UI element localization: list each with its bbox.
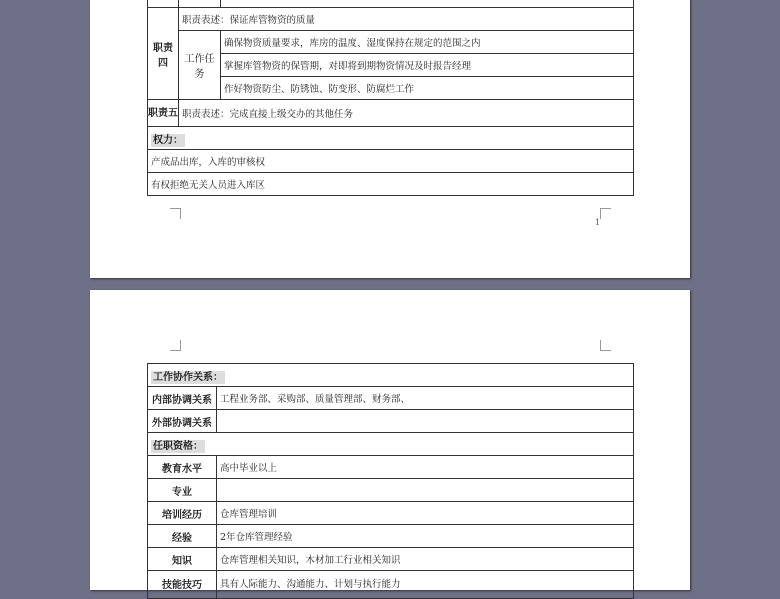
relation-label: 外部协调关系 xyxy=(148,410,217,433)
qualification-label: 专业 xyxy=(148,479,217,502)
qualification-value: 仓库管理培训 xyxy=(217,502,634,525)
qualification-value: 具有人际能力、沟通能力、计划与执行能力 xyxy=(217,571,634,599)
qualification-value: 仓库管理相关知识，木材加工行业相关知识 xyxy=(217,548,634,571)
duty4-description: 职责表述：保证库管物资的质量 xyxy=(179,8,634,31)
document-page-1 xyxy=(90,0,690,278)
authority-item: 有权拒绝无关人员进入库区 xyxy=(148,173,634,196)
relation-label: 内部协调关系 xyxy=(148,387,217,410)
qualification-value: 2年仓库管理经验 xyxy=(217,525,634,548)
qualifications-heading xyxy=(148,433,634,456)
cell xyxy=(221,0,634,8)
authority-heading xyxy=(148,127,634,150)
duty4-label: 职责四 xyxy=(148,8,179,100)
margin-mark xyxy=(170,340,181,351)
page-number: 1 xyxy=(595,218,601,227)
margin-mark xyxy=(600,340,611,351)
margin-mark xyxy=(600,208,611,219)
document-page-2 xyxy=(90,290,690,590)
cell xyxy=(148,0,179,8)
margin-mark xyxy=(170,208,181,219)
duty4-tasks-label: 工作任务 xyxy=(179,31,221,100)
cell xyxy=(179,0,221,8)
qualification-label: 培训经历 xyxy=(148,502,217,525)
qualification-label: 经验 xyxy=(148,525,217,548)
duty5-label: 职责五 xyxy=(148,100,179,127)
duty4-task: 确保物资质量要求，库房的温度、湿度保持在规定的范围之内 xyxy=(221,31,634,54)
duty4-task: 作好物资防尘、防锈蚀、防变形、防腐烂工作 xyxy=(221,77,634,100)
qualification-value: 高中毕业以上 xyxy=(217,456,634,479)
relation-value: 工程业务部、采购部、质量管理部、财务部、 xyxy=(217,387,634,410)
qualification-value xyxy=(217,479,634,502)
qualifications-heading-text: 任职资格： xyxy=(153,440,203,452)
duties-table xyxy=(147,0,634,196)
duty5-description: 职责表述：完成直接上级交办的其他任务 xyxy=(179,100,634,127)
qualifications-table xyxy=(147,363,634,599)
relations-heading xyxy=(148,364,634,387)
qualification-label: 技能技巧 xyxy=(148,571,217,599)
duty4-task: 掌握库管物资的保管期，对即将到期物资情况及时报告经理 xyxy=(221,54,634,77)
relation-value xyxy=(217,410,634,433)
authority-heading-text: 权力： xyxy=(153,134,183,146)
authority-item: 产成品出库，入库的审核权 xyxy=(148,150,634,173)
relations-heading-text: 工作协作关系： xyxy=(153,371,223,383)
qualification-label: 教育水平 xyxy=(148,456,217,479)
qualification-label: 知识 xyxy=(148,548,217,571)
